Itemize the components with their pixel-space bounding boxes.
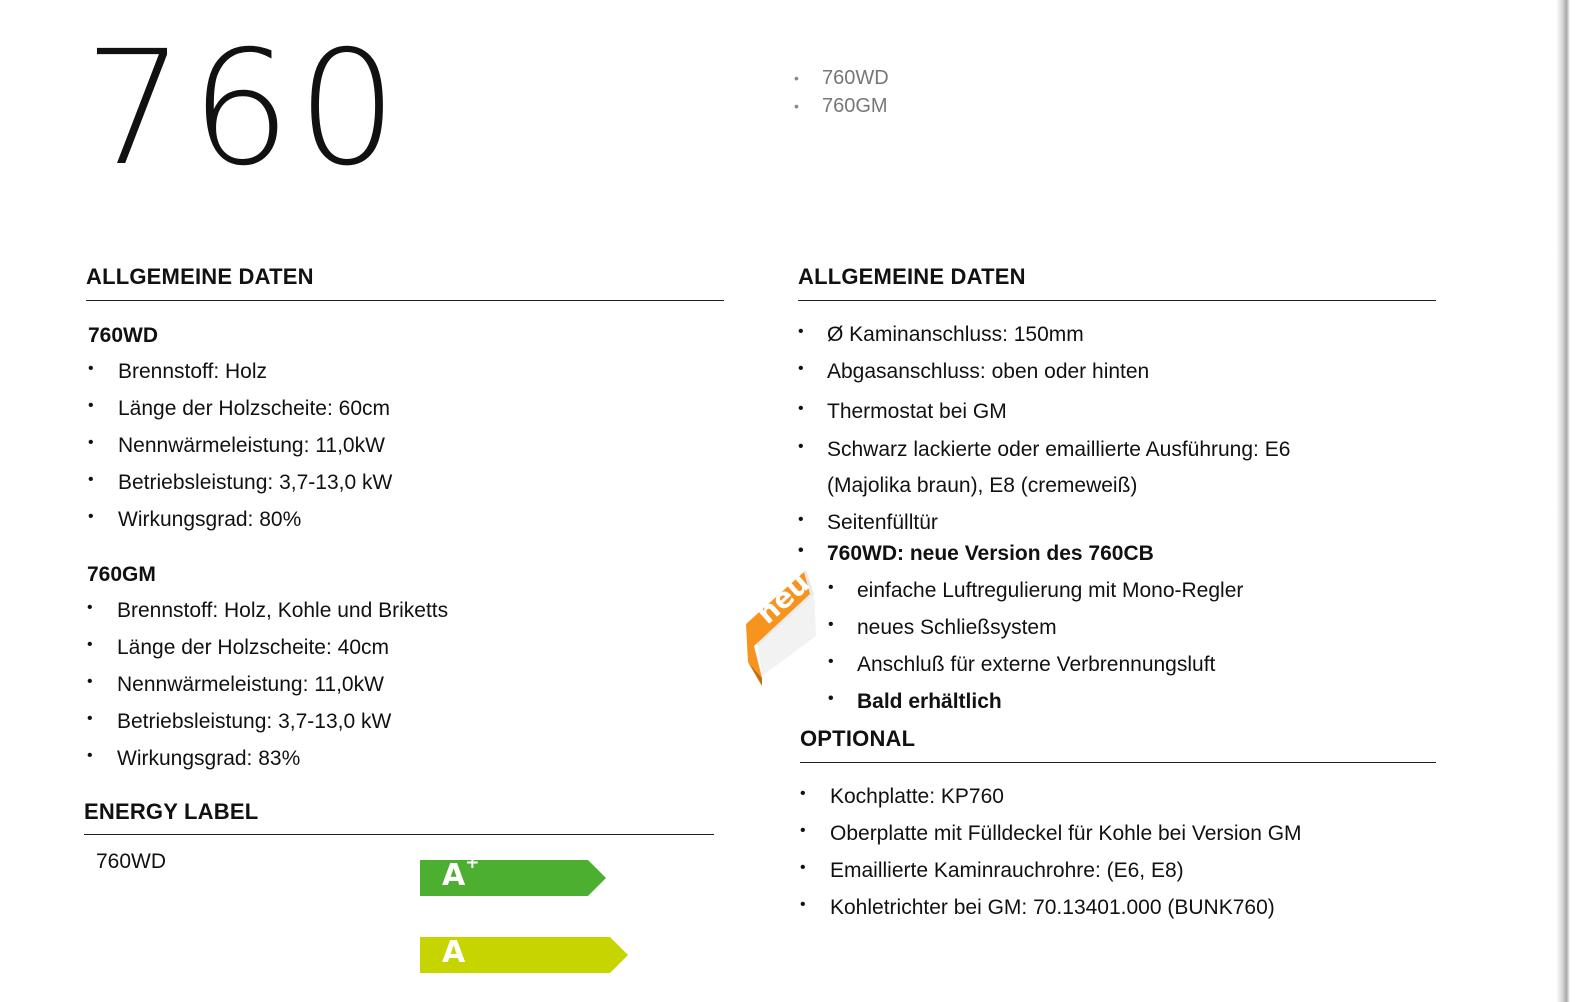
model-title: 760 (84, 17, 404, 201)
list-item: • Länge der Holzscheite: 60cm (88, 397, 390, 420)
group-title-760wd: 760WD (88, 324, 159, 347)
list-item: • Nennwärmeleistung: 11,0kW (87, 673, 384, 696)
energy-class-a: A (420, 935, 632, 975)
left-section-rule (86, 300, 724, 301)
list-item: • Emaillierte Kaminrauchrohre: (E6, E8) (800, 859, 1184, 882)
right-section-rule (798, 300, 1436, 301)
list-item: • Betriebsleistung: 3,7-13,0 kW (88, 471, 393, 494)
list-item: • Wirkungsgrad: 80% (88, 508, 302, 531)
variant-list (796, 64, 889, 120)
optional-list (800, 785, 1420, 933)
list-item: • einfache Luftregulierung mit Mono-Regler (828, 579, 1244, 602)
list-item: • Brennstoff: Holz (88, 360, 268, 383)
left-section-title: ALLGEMEINE DATEN (86, 264, 314, 289)
right-section-title: ALLGEMEINE DATEN (798, 264, 1026, 289)
list-item: • Betriebsleistung: 3,7-13,0 kW (87, 710, 392, 733)
list-item-continuation: (Majolika braun), E8 (cremeweiß) (827, 474, 1138, 497)
new-version-sublist (828, 579, 1388, 727)
variant-item: • 760GM (796, 92, 889, 120)
page-edge-shadow (1556, 0, 1570, 1002)
group-list-760wd (88, 360, 688, 545)
energy-class-a-plus: A+ (420, 858, 610, 898)
availability-note: • Bald erhältlich (828, 690, 1002, 713)
optional-rule (800, 762, 1436, 763)
variant-item: • 760WD (796, 64, 889, 92)
list-item: • Wirkungsgrad: 83% (87, 747, 301, 770)
list-item: • neues Schließsystem (828, 616, 1057, 639)
energy-label-model: 760WD (96, 850, 167, 873)
list-item: • Anschluß für externe Verbrennungsluft (828, 653, 1216, 676)
list-item: • Nennwärmeleistung: 11,0kW (88, 434, 385, 457)
group-list-760gm (87, 599, 707, 784)
optional-title: OPTIONAL (800, 726, 916, 751)
group-title-760gm: 760GM (87, 563, 156, 586)
list-item: • Oberplatte mit Fülldeckel für Kohle bei Version GM (800, 822, 1302, 845)
list-item: • Länge der Holzscheite: 40cm (87, 636, 389, 659)
list-item: • Abgasanschluss: oben oder hinten (798, 360, 1150, 383)
list-item: • Ø Kaminanschluss: 150mm (798, 323, 1084, 346)
list-item: • Kohletrichter bei GM: 70.13401.000 (BUNK760) (800, 896, 1275, 919)
list-item: • Kochplatte: KP760 (800, 785, 1004, 808)
list-item: • Schwarz lackierte oder emaillierte Ausführung: E6 (798, 438, 1291, 461)
energy-label-title: ENERGY LABEL (84, 799, 259, 824)
energy-label-rule (84, 834, 714, 835)
list-item: • Seitenfülltür (798, 511, 938, 534)
new-badge-text: neu (750, 566, 816, 631)
list-item: • Thermostat bei GM (798, 400, 1007, 423)
list-item: • Brennstoff: Holz, Kohle und Briketts (87, 599, 449, 622)
right-general-list (798, 323, 1418, 579)
new-badge (744, 566, 820, 688)
list-item-new-version: • 760WD: neue Version des 760CB (798, 542, 1154, 565)
